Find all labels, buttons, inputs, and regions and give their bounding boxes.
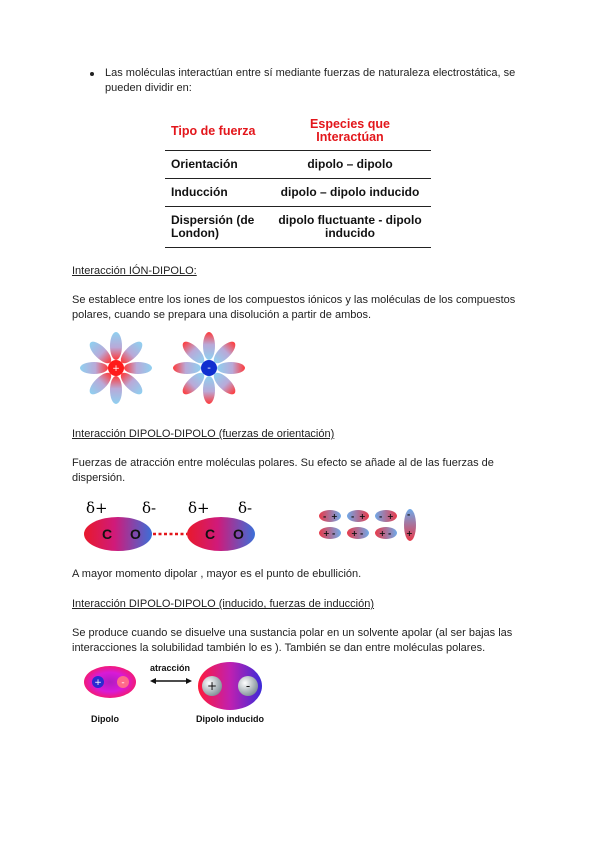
header-type: Tipo de fuerza: [171, 123, 256, 138]
svg-text:+: +: [379, 529, 386, 538]
induced-text: Se produce cuando se disuelve una sustancia polar en un solvente apolar (al ser bajas las interacciones la solubilidad también lo es ). También se dan entre moléculas polares.: [72, 627, 513, 654]
svg-text:-: -: [407, 510, 411, 519]
svg-text:-: -: [388, 529, 392, 538]
section-heading-dipole-dipole: Interacción DIPOLO-DIPOLO (fuerzas de orientación): [72, 428, 335, 440]
dipole-label: Dipolo: [91, 714, 119, 724]
atom-c: C: [205, 526, 216, 542]
dipole-array: [319, 509, 416, 541]
forces-table: [165, 118, 431, 248]
svg-text:-: -: [379, 512, 383, 521]
svg-text:-: -: [207, 363, 211, 374]
svg-text:+: +: [387, 512, 394, 521]
cation-cluster: [80, 332, 152, 404]
delta-plus: δ+: [188, 499, 210, 517]
svg-text:+: +: [323, 529, 330, 538]
header-species: Especies que Interactúan: [310, 117, 390, 144]
row-species: dipolo fluctuante - dipolo inducido: [269, 207, 431, 248]
row-type: Orientación: [165, 151, 269, 179]
double-arrow-icon: [150, 678, 192, 684]
svg-text:+: +: [206, 679, 218, 693]
induced-dipole-figure: [80, 660, 280, 728]
svg-text:+: +: [94, 678, 102, 688]
ion-dipole-text: Se establece entre los iones de los compuestos iónicos y las moléculas de los compuestos polares, cuando se prepara una disolución a partir de ambos.: [72, 294, 516, 321]
bullet-icon: [90, 72, 94, 76]
delta-minus: δ-: [238, 499, 253, 517]
dipole-array-figure: [318, 505, 420, 545]
svg-text:-: -: [121, 678, 125, 688]
svg-text:+: +: [331, 512, 338, 521]
svg-text:-: -: [245, 679, 251, 693]
svg-text:+: +: [112, 364, 120, 374]
row-species: dipolo – dipolo: [269, 151, 431, 179]
induced-dipole-label: Dipolo inducido: [196, 714, 264, 724]
arrow-label: atracción: [149, 663, 191, 673]
svg-text:-: -: [332, 529, 336, 538]
row-type: Dispersión (de London): [165, 207, 269, 248]
co-dipole-figure: [78, 497, 278, 557]
ion-dipole-figure: [76, 330, 256, 410]
atom-o: O: [130, 526, 141, 542]
atom-o: O: [233, 526, 244, 542]
row-type: Inducción: [165, 179, 269, 207]
dipole-dipole-text: Fuerzas de atracción entre moléculas polares. Su efecto se añade al de las fuerzas de dispersión.: [72, 457, 494, 484]
intro-text: Las moléculas interactúan entre sí mediante fuerzas de naturaleza electrostática, se pueden dividir en:: [105, 67, 516, 94]
section-heading-induced: Interacción DIPOLO-DIPOLO (inducido, fuerzas de inducción): [72, 598, 375, 610]
co-molecule: [84, 517, 152, 551]
boiling-point-note: A mayor momento dipolar , mayor es el punto de ebullición.: [72, 568, 362, 580]
svg-text:+: +: [359, 512, 366, 521]
delta-minus: δ-: [142, 499, 157, 517]
svg-text:-: -: [360, 529, 364, 538]
svg-text:-: -: [351, 512, 355, 521]
atom-c: C: [102, 526, 113, 542]
co-molecule: [187, 517, 255, 551]
svg-text:+: +: [406, 529, 413, 538]
row-species: dipolo – dipolo inducido: [269, 179, 431, 207]
delta-plus: δ+: [86, 499, 108, 517]
section-heading-ion-dipole: Interacción IÓN-DIPOLO:: [72, 265, 197, 277]
anion-cluster: [173, 332, 245, 404]
svg-text:+: +: [351, 529, 358, 538]
svg-text:-: -: [323, 512, 327, 521]
